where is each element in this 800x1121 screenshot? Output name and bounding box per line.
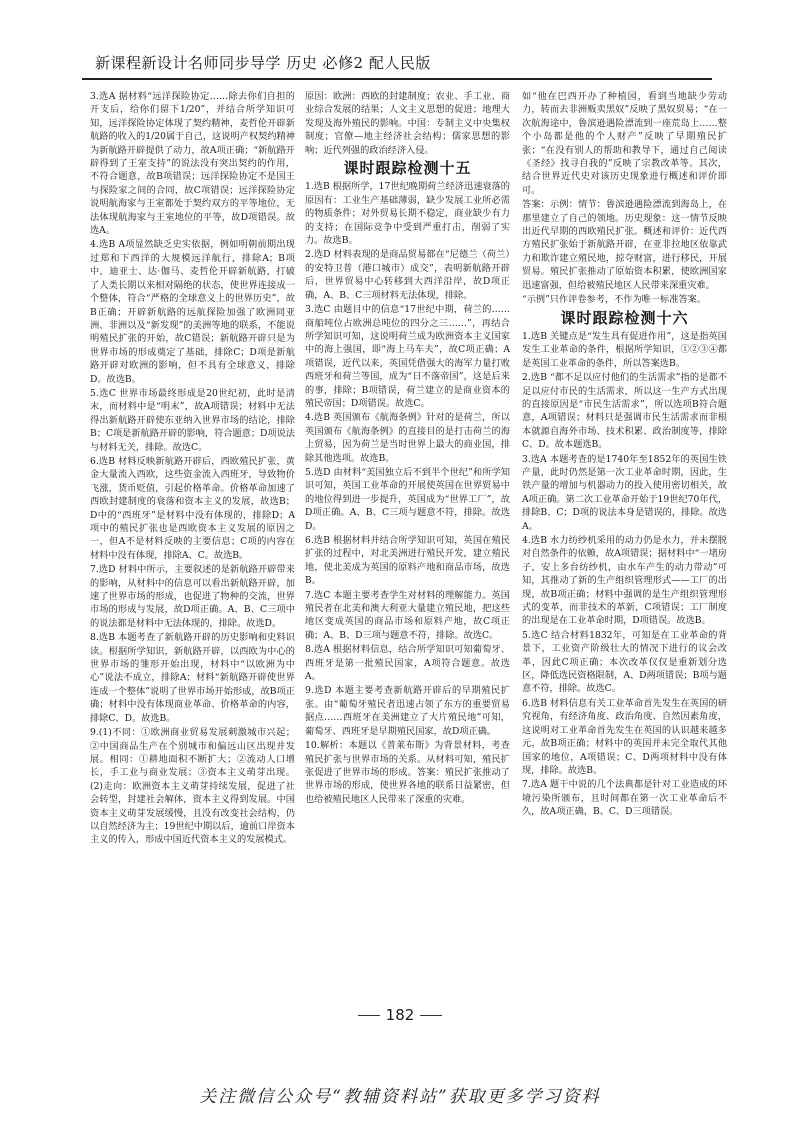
section-title: 课时跟踪检测十六 <box>560 308 689 327</box>
answer-item: 1.选B 根据所学，17世纪晚期荷兰经济迅速衰落的原因有：工业生产基础薄弱，缺少发展工业所必需的物质条件；对外贸易长期不稳定，商业缺少有力的支持；在国际竞争中受到严重打击，削弱了实力。故选B。 <box>305 181 510 247</box>
answer-item: 4.选B 英国颁布《航海条例》针对的是荷兰，所以英国颁布《航海条例》的直接目的是打击荷兰的海上贸易，因为荷兰是当时世界上最大的商业国，排除其他选项。故选B。 <box>305 412 510 464</box>
answer-item: 3.选A 据材料“远洋探险协定……除去你们自担的开支后，给你们留下1/20”，并结合所学知识可知，远洋探险协定体现了契约精神，麦哲伦开辟新航路的收入的1/20属于自己，这说明产权契约精神为新航路开辟提供了动力，故A项正确；“新航路开辟得到了王室支持”的说法没有突出契约的作用，不符合题意，故B项错误；远洋探险协定不是国王与探险家之间的合同，故C项错误；远洋探险协定说明航海家与王室都处于契约双方的平等地位，无法体现航海家与王室地位的平等，故D项错误。故选A。 <box>90 91 295 237</box>
answer-item: 10.解析：本题以《普莱布斯》为背景材料，考查殖民扩张与世界市场的关系。从材料可知，殖民扩张促进了世界市场的形成。答案：殖民扩张推动了世界市场的形成，使世界各地的联系日益紧密，但也给被殖民地区人民带来了深重的灾难。 <box>305 740 510 805</box>
answer-item: 2.选D 材料表现的是商品贸易都在“尼德兰（荷兰）的安特卫普（港口城市）成交”，表明新航路开辟后，世界贸易中心转移到大西洋沿岸，故D项正确，A、B、C三项材料无法体现，排除。 <box>305 249 510 301</box>
column-1 <box>90 90 295 990</box>
column-2 <box>305 90 510 990</box>
answer-item: 6.选B 材料信息有关工业革命首先发生在英国的研究视角，有经济角度、政治角度、自然因素角度，这说明对工业革命首先发生在英国的认识越来越多元，故B项正确；材料中的英国并未完全取代其他国家的地位，A项错误；C、D两项材料中没有体现，排除。故选B。 <box>522 697 727 776</box>
page-header: 新课程新设计名师同步导学 历史 必修2 配人民版 <box>95 54 431 72</box>
answer-item: 8.选A 根据材料信息，结合所学知识可知葡萄牙、西班牙是第一批殖民国家，A项符合题意。故选A。 <box>305 644 510 683</box>
page-number <box>0 1006 800 1024</box>
answer-item: 2.选B “都不足以应付他们的生活需求”指的是都不足以应付市民的生活需求，所以这一生产方式出现的直接原因是“市民生活需求”，所以选项B符合题意，A项错误；材料只是强调市民生活需求而非根本就源自海外市场、技术积累、政治制度等，排除C、D。故本题选B。 <box>522 372 727 451</box>
answer-item: 9.选D 本题主要考查新航路开辟后的早期殖民扩张。由“葡萄牙殖民者迅速占领了东方的重要贸易据点……西班牙在美洲建立了大片殖民地”可知，葡萄牙、西班牙是早期殖民国家，故D项正确。 <box>305 685 510 737</box>
answer-item: 如“他在巴西开办了种植园，看到当地缺少劳动力，转而去非洲贩卖黑奴”反映了黑奴贸易；“在一次航海途中，鲁滨逊遇险漂流到一座荒岛上……整个小岛都是他的个人财产”反映了早期殖民扩张；“在没有别人的帮助和教导下，通过自己阅读《圣经》找寻自我的”反映了宗教改革等。其次，结合世界近代史对该历史现象进行概述和评价即可。 <box>522 91 727 196</box>
answer-item: 6.选B 根据材料并结合所学知识可知，英国在殖民扩张的过程中，对北美洲进行殖民开发，建立殖民地，使北美成为英国的原料产地和商品市场，故选B。 <box>305 535 510 587</box>
answer-item: 5.选C 世界市场最终形成是20世纪初，此时是清末，而材料中是“明末”，故A项错误；材料中无法得出新航路开辟使东亚纳入世界市场的结论，排除B；C项是新航路开辟的影响，符合题意；D项说法与材料无关，排除。故选C。 <box>90 387 295 453</box>
answer-item: 原因：欧洲：西欧的封建制度；农业、手工业、商业综合发展的结果；人文主义思想的促进；地理大发现及海外殖民的影响。中国：专制主义中央集权制度；官僚—地主经济社会结构；儒家思想的影响；近代列强的政治经济入侵。 <box>305 91 510 156</box>
answer-item: 4.选B A项显然缺乏史实依据，例如明朝前期出现过郑和下西洋的大规模远洋航行，排除A；B项中，迪亚士、达·伽马、麦哲伦开辟新航路，打破了人类长期以来相对隔绝的状态，使世界连接成一个整体，符合“严格的全球意义上的世界历史”，故B正确；开辟新航路的远航探险加强了欧洲同亚洲、非洲以及“新发现”的美洲等地的联系，不能说明殖民扩张的开始，故C错误；新航路开辟只是为世界市场的形成奠定了基础，排除C；D项是新航路开辟对欧洲的影响，但不具有全球意义，排除D。故选B。 <box>90 239 295 385</box>
page-number-value: 182 <box>385 1006 415 1024</box>
footer-note: 关注微信公众号“教辅资料站”获取更多学习资料 <box>199 1087 601 1107</box>
header-rule <box>82 78 712 80</box>
page-number-dash-left <box>358 1015 380 1016</box>
answer-item: 3.选C 由题目中的信息“17世纪中期，荷兰的……商船吨位占欧洲总吨位的四分之三……”，再结合所学知识可知，这说明荷兰成为欧洲资本主义国家中的海上强国，即“海上马车夫”，故C项正确；A项错误，近代以来，英国凭借强大的海军力量打败西班牙和荷兰等国，成为“日不落帝国”，这是后来的事，排除；B项错误，荷兰建立的是商业资本的殖民帝国；D项错误。故选C。 <box>305 304 510 409</box>
answer-item: 1.选B 关键点是“发生具有促进作用”，这是指英国发生工业革命的条件，根据所学知识，①②③④都是英国工业革命的条件，所以答案选B。 <box>522 330 727 369</box>
answer-item: 7.选D 材料中所示，主要叙述的是新航路开辟带来的影响，从材料中的信息可以看出新航路开辟，加速了世界市场的形成，也促进了物种的交流，世界市场的形成与发展，故D项正确。A、B、C三项中的说法都是材料中无法体现的，排除。故选D。 <box>90 564 295 629</box>
answer-item: 6.选B 材料反映新航路开辟后，西欧殖民扩张，黄金大量流入西欧，这些资金流入西班牙，导致物价飞涨，货币贬值，引起价格革命。价格革命加速了西欧封建制度的衰落和资本主义的发展，故选B；D中的“西班牙”是材料中没有体现的，排除D；A项中的殖民扩张也是西欧资本主义发展的原因之一，但A不是材料反映的主要信息；C项的内容在材料中没有体现，排除A、C。故选B。 <box>90 455 295 561</box>
page-number-dash-right <box>420 1015 442 1016</box>
answer-item: 8.选B 本题考查了新航路开辟的历史影响和史料识读。根据所学知识，新航路开辟，以西欧为中心的世界市场的雏形开始出现，材料中“以欧洲为中心”说法不成立，排除A；材料“新航路开辟使世界连成一个整体”说明了世界市场开始形成，故B项正确；材料中没有体现商业革命、价格革命的内容，排除C、D。故选B。 <box>90 632 295 724</box>
answer-item: 9.(1)不同：①欧洲商业贸易发展刺激城市兴起；②中国商品生产在个别城市和偏远山区出现并发展。相同：①耕地面积不断扩大；②流动人口增长，手工业与商业发展；③资本主义萌芽出现。(2)走向：欧洲资本主义萌芽持续发展，促进了社会转型，封建社会解体，资本主义得到发展。中国资本主义萌芽发展缓慢，且没有改变社会结构，仍以自然经济为主；19世纪中期以后，逾前口岸资本主义的传入，形成中国近代资本主义的发展模式。 <box>90 727 295 846</box>
section-title: 课时跟踪检测十五 <box>343 159 472 178</box>
answer-item: 3.选A 本题考查的是1740年至1852年的英国生铁产量，此时仍然是第一次工业革命时期，因此，生铁产量的增加与机器动力的投入使用密切相关，故A项正确。第二次工业革命开始于19世纪70年代，排除B、C；D项的说法本身是错误的，排除。故选A。 <box>522 453 727 532</box>
answer-item: 7.选A 题干中说的几个法典都是针对工业造成的环境污染所颁布，且时间都在第一次工业革命后不久，故A项正确，B、C、D三项错误。 <box>522 779 727 818</box>
answer-item: 4.选B 水力纺纱机采用的动力仍是水力，并未摆脱对自然条件的依赖，故A项错误；据材料中“一堵房子，安上多台纺纱机，由水车产生的动力带动”可知，其推动了新的生产组织管理形式——工厂的出现，故B项正确；材料中强调的是生产组织管理形式的变革，而非技术的革新，C项错误；工厂制度的出现是在工业革命时期，D项错误。故选B。 <box>522 535 727 627</box>
column-3 <box>522 90 727 990</box>
answer-item: 7.选C 本题主要考查学生对材料的理解能力。英国殖民者在北美和澳大利亚大量建立殖民地，把这些地区变成英国的商品市场和原料产地，故C项正确；A、B、D三项与题意不符，排除。故选C。 <box>305 589 510 641</box>
answer-item: 5.选C 结合材料1832年，可知是在工业革命的背景下，工业资产阶级壮大的情况下进行的议会改革，因此C项正确；本次改革仅仅是重新划分选区，降低选民资格限制，A、D两项错误；B项与题意不符，排除。故选C。 <box>522 629 727 695</box>
answer-item: 答案：示例：情节：鲁滨逊遇险漂流到海岛上，在那里建立了自己的领地。历史现象：这一情节反映出近代早期的西欧殖民扩张。概述和评价：近代西方殖民扩张始于新航路开辟，在亚非拉地区依靠武力和欺诈建立殖民地，掠夺财富，进行移民，开展贸易。殖民扩张推动了原始资本积累，使欧洲国家迅速富强，但给被殖民地区人民带来深重灾难。 <box>522 199 727 291</box>
answer-item: “示例”只作评卷参考，不作为唯一标准答案。 <box>522 294 706 306</box>
answer-item: 5.选D 由材料“美国独立后不到半个世纪”和所学知识可知，英国工业革命的开展使英国在世界贸易中的地位得到进一步提升，英国成为“世界工厂”，故D项正确。A、B、C三项与题意不符，排除。故选D。 <box>305 466 510 532</box>
